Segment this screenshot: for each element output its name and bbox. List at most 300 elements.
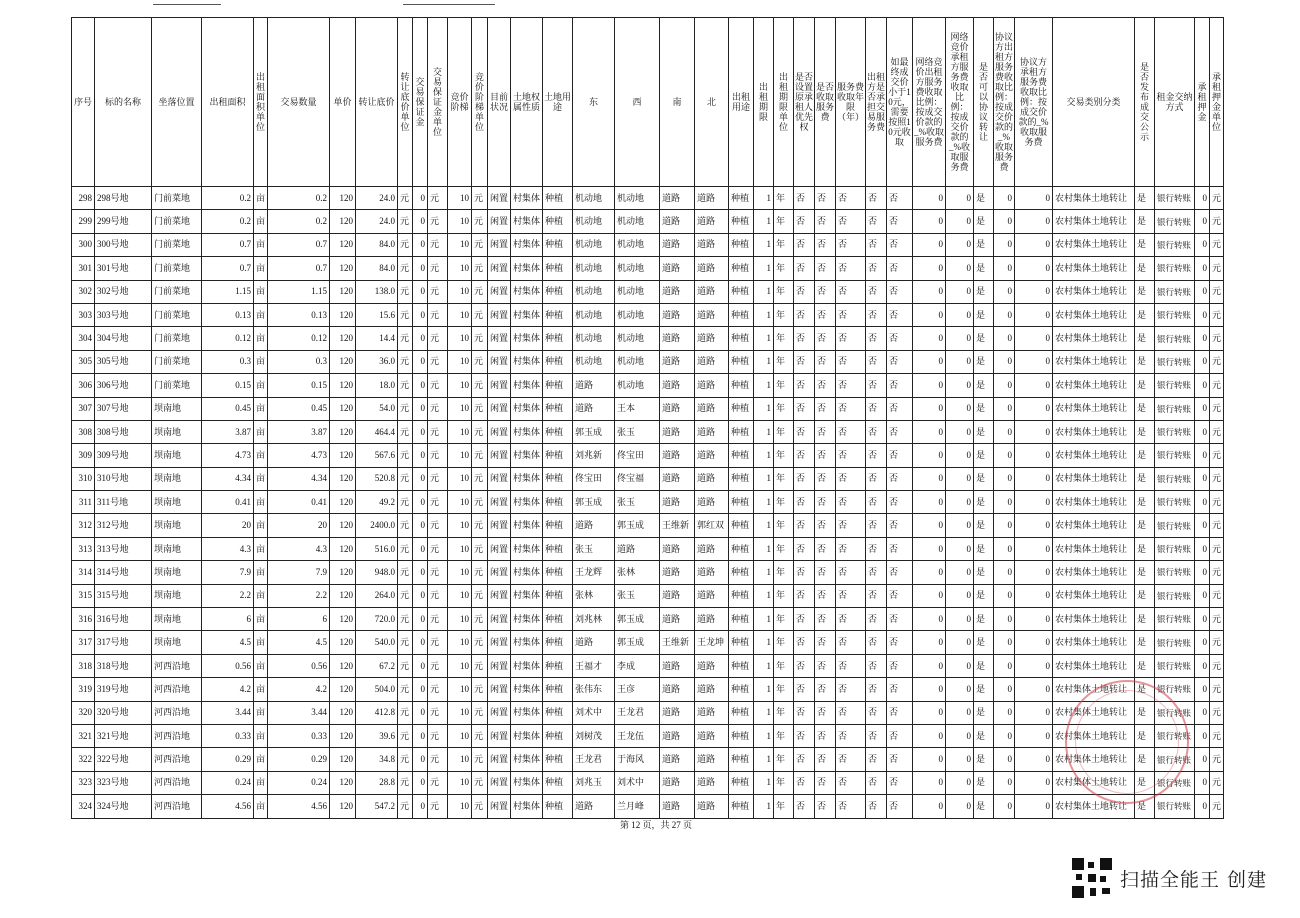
table-cell: 郭玉成 — [573, 491, 615, 514]
table-cell: 120 — [330, 374, 356, 397]
table-cell: 元 — [472, 771, 488, 794]
table-cell: 张玉 — [615, 420, 660, 443]
table-cell: 元 — [1210, 631, 1224, 654]
table-cell: 0 — [913, 795, 946, 818]
table-cell: 322 — [72, 748, 95, 771]
table-cell: 0 — [1195, 444, 1210, 467]
table-cell: 王龙伍 — [615, 724, 660, 747]
table-cell: 闲置 — [488, 444, 511, 467]
column-header: 是否可以协议转让 — [974, 18, 994, 187]
table-cell: 道路 — [660, 678, 695, 701]
table-cell: 元 — [398, 420, 413, 443]
table-cell: 种植 — [729, 795, 754, 818]
table-cell: 0 — [994, 701, 1015, 724]
table-cell: 元 — [398, 748, 413, 771]
table-cell: 1 — [754, 210, 774, 233]
table-cell: 720.0 — [356, 608, 398, 631]
column-header: 单价 — [330, 18, 356, 187]
table-cell: 0.33 — [268, 724, 330, 747]
table-cell: 种植 — [729, 561, 754, 584]
table-cell: 银行转账 — [1155, 210, 1195, 233]
table-cell: 120 — [330, 724, 356, 747]
table-row — [72, 467, 1224, 490]
table-cell: 0 — [913, 654, 946, 677]
table-cell: 机动地 — [573, 233, 615, 256]
table-cell: 304号地 — [95, 327, 152, 350]
table-cell: 种植 — [543, 654, 573, 677]
table-cell: 银行转账 — [1155, 397, 1195, 420]
table-cell: 3.44 — [202, 701, 254, 724]
table-cell: 否 — [866, 561, 887, 584]
table-cell: 元 — [472, 280, 488, 303]
table-cell: 否 — [815, 654, 836, 677]
table-cell: 10 — [448, 795, 472, 818]
table-cell: 村集体 — [511, 187, 543, 210]
table-cell: 0 — [1195, 537, 1210, 560]
table-cell: 464.4 — [356, 420, 398, 443]
table-cell: 否 — [866, 724, 887, 747]
scanner-watermark — [1072, 858, 1267, 898]
table-cell: 农村集体土地转让 — [1053, 397, 1135, 420]
table-cell: 0 — [1015, 631, 1053, 654]
table-cell: 1 — [754, 303, 774, 326]
table-cell: 0.2 — [202, 187, 254, 210]
table-cell: 0 — [913, 210, 946, 233]
table-cell: 河西沿地 — [152, 771, 202, 794]
table-cell: 道路 — [660, 327, 695, 350]
table-cell: 种植 — [729, 654, 754, 677]
table-cell: 323号地 — [95, 771, 152, 794]
table-cell: 年 — [774, 771, 794, 794]
table-cell: 否 — [866, 467, 887, 490]
table-cell: 闲置 — [488, 257, 511, 280]
table-cell: 闲置 — [488, 233, 511, 256]
table-cell: 元 — [428, 724, 448, 747]
column-header: 协议方出租方服务费收取比例：按成交价款的_%收取服务费 — [994, 18, 1015, 187]
table-cell: 309 — [72, 444, 95, 467]
table-cell: 67.2 — [356, 654, 398, 677]
table-cell: 0 — [1015, 467, 1053, 490]
table-cell: 0 — [946, 257, 974, 280]
table-cell: 机动地 — [573, 280, 615, 303]
table-cell: 道路 — [695, 584, 729, 607]
table-cell: 1 — [754, 771, 774, 794]
table-cell: 村集体 — [511, 210, 543, 233]
table-cell: 0 — [994, 420, 1015, 443]
table-cell: 是 — [1135, 374, 1155, 397]
table-cell: 540.0 — [356, 631, 398, 654]
table-cell: 0 — [1195, 397, 1210, 420]
table-cell: 0 — [946, 795, 974, 818]
table-cell: 元 — [428, 771, 448, 794]
table-cell: 320 — [72, 701, 95, 724]
table-cell: 否 — [836, 397, 866, 420]
table-row — [72, 187, 1224, 210]
table-cell: 0 — [946, 303, 974, 326]
table-cell: 元 — [398, 561, 413, 584]
table-cell: 否 — [815, 257, 836, 280]
table-cell: 银行转账 — [1155, 257, 1195, 280]
table-cell: 元 — [428, 467, 448, 490]
table-cell: 道路 — [615, 537, 660, 560]
table-cell: 是 — [1135, 233, 1155, 256]
table-cell: 否 — [836, 584, 866, 607]
table-cell: 机动地 — [573, 210, 615, 233]
table-cell: 39.6 — [356, 724, 398, 747]
table-cell: 门前菜地 — [152, 350, 202, 373]
table-cell: 元 — [398, 444, 413, 467]
table-cell: 0 — [994, 584, 1015, 607]
table-cell: 农村集体土地转让 — [1053, 631, 1135, 654]
table-cell: 门前菜地 — [152, 210, 202, 233]
table-cell: 0 — [1015, 374, 1053, 397]
table-cell: 农村集体土地转让 — [1053, 491, 1135, 514]
table-cell: 0 — [913, 631, 946, 654]
table-cell: 是 — [974, 233, 994, 256]
table-cell: 10 — [448, 187, 472, 210]
table-cell: 0 — [1195, 233, 1210, 256]
table-cell: 是 — [1135, 654, 1155, 677]
table-cell: 是 — [974, 280, 994, 303]
table-cell: 银行转账 — [1155, 724, 1195, 747]
table-row — [72, 374, 1224, 397]
table-cell: 6 — [202, 608, 254, 631]
table-cell: 36.0 — [356, 350, 398, 373]
table-cell: 10 — [448, 491, 472, 514]
table-cell: 种植 — [543, 748, 573, 771]
table-cell: 元 — [428, 701, 448, 724]
table-cell: 张玉 — [573, 537, 615, 560]
table-cell: 120 — [330, 280, 356, 303]
table-cell: 亩 — [254, 561, 268, 584]
table-cell: 元 — [472, 233, 488, 256]
table-cell: 317号地 — [95, 631, 152, 654]
table-cell: 0 — [413, 350, 428, 373]
table-cell: 元 — [1210, 654, 1224, 677]
table-cell: 闲置 — [488, 771, 511, 794]
table-cell: 道路 — [695, 537, 729, 560]
table-cell: 村集体 — [511, 444, 543, 467]
table-cell: 10 — [448, 374, 472, 397]
table-cell: 道路 — [660, 748, 695, 771]
table-cell: 年 — [774, 795, 794, 818]
table-cell: 元 — [472, 584, 488, 607]
table-cell: 道路 — [660, 187, 695, 210]
table-cell: 0 — [946, 467, 974, 490]
table-cell: 年 — [774, 233, 794, 256]
table-cell: 否 — [866, 233, 887, 256]
table-cell: 村集体 — [511, 280, 543, 303]
table-cell: 年 — [774, 444, 794, 467]
table-cell: 农村集体土地转让 — [1053, 210, 1135, 233]
table-cell: 元 — [1210, 444, 1224, 467]
table-cell: 306 — [72, 374, 95, 397]
table-cell: 闲置 — [488, 467, 511, 490]
table-cell: 元 — [398, 701, 413, 724]
table-cell: 村集体 — [511, 724, 543, 747]
table-cell: 0 — [1015, 257, 1053, 280]
table-cell: 否 — [836, 795, 866, 818]
table-cell: 年 — [774, 420, 794, 443]
table-cell: 0 — [1195, 257, 1210, 280]
table-cell: 是 — [1135, 444, 1155, 467]
table-cell: 农村集体土地转让 — [1053, 514, 1135, 537]
table-cell: 1 — [754, 748, 774, 771]
table-cell: 0 — [1195, 584, 1210, 607]
table-cell: 否 — [866, 187, 887, 210]
table-cell: 1 — [754, 537, 774, 560]
table-cell: 0 — [1015, 561, 1053, 584]
table-cell: 机动地 — [573, 327, 615, 350]
table-row — [72, 257, 1224, 280]
table-cell: 0 — [1015, 303, 1053, 326]
table-cell: 319号地 — [95, 678, 152, 701]
table-cell: 农村集体土地转让 — [1053, 280, 1135, 303]
table-cell: 否 — [815, 280, 836, 303]
table-cell: 种植 — [729, 233, 754, 256]
table-cell: 4.3 — [268, 537, 330, 560]
table-cell: 是 — [974, 795, 994, 818]
table-cell: 319 — [72, 678, 95, 701]
table-cell: 0 — [413, 608, 428, 631]
table-row — [72, 350, 1224, 373]
table-cell: 否 — [794, 491, 815, 514]
table-cell: 0 — [1195, 374, 1210, 397]
table-cell: 年 — [774, 561, 794, 584]
table-cell: 4.34 — [268, 467, 330, 490]
table-cell: 3.87 — [268, 420, 330, 443]
table-cell: 河西沿地 — [152, 724, 202, 747]
table-cell: 村集体 — [511, 701, 543, 724]
table-cell: 元 — [472, 187, 488, 210]
table-cell: 村集体 — [511, 678, 543, 701]
table-cell: 否 — [836, 350, 866, 373]
table-cell: 元 — [428, 491, 448, 514]
table-cell: 否 — [794, 397, 815, 420]
table-cell: 313号地 — [95, 537, 152, 560]
table-header — [72, 18, 1224, 187]
table-cell: 是 — [1135, 678, 1155, 701]
table-cell: 否 — [794, 187, 815, 210]
table-cell: 307号地 — [95, 397, 152, 420]
table-cell: 农村集体土地转让 — [1053, 420, 1135, 443]
table-cell: 504.0 — [356, 678, 398, 701]
table-cell: 10 — [448, 701, 472, 724]
table-cell: 亩 — [254, 678, 268, 701]
table-cell: 否 — [866, 795, 887, 818]
table-cell: 银行转账 — [1155, 561, 1195, 584]
table-cell: 948.0 — [356, 561, 398, 584]
table-cell: 元 — [398, 537, 413, 560]
table-cell: 10 — [448, 397, 472, 420]
table-cell: 门前菜地 — [152, 327, 202, 350]
table-cell: 道路 — [695, 327, 729, 350]
table-cell: 元 — [472, 397, 488, 420]
table-cell: 村集体 — [511, 654, 543, 677]
table-cell: 0 — [1015, 771, 1053, 794]
table-cell: 银行转账 — [1155, 608, 1195, 631]
table-cell: 元 — [428, 327, 448, 350]
table-cell: 道路 — [695, 608, 729, 631]
table-cell: 元 — [472, 654, 488, 677]
table-cell: 0 — [946, 397, 974, 420]
table-cell: 0.56 — [268, 654, 330, 677]
table-cell: 李成 — [615, 654, 660, 677]
table-cell: 道路 — [660, 561, 695, 584]
table-cell: 0 — [994, 210, 1015, 233]
table-cell: 120 — [330, 678, 356, 701]
table-cell: 309号地 — [95, 444, 152, 467]
table-cell: 否 — [815, 701, 836, 724]
table-cell: 河西沿地 — [152, 748, 202, 771]
table-cell: 1 — [754, 257, 774, 280]
column-header: 转让底价 — [356, 18, 398, 187]
table-cell: 1 — [754, 491, 774, 514]
table-cell: 120 — [330, 608, 356, 631]
table-cell: 元 — [398, 654, 413, 677]
table-cell: 道路 — [573, 631, 615, 654]
table-cell: 张伟东 — [573, 678, 615, 701]
table-cell: 机动地 — [615, 210, 660, 233]
table-cell: 道路 — [695, 654, 729, 677]
column-header: 西 — [615, 18, 660, 187]
table-cell: 否 — [794, 631, 815, 654]
table-cell: 是 — [1135, 608, 1155, 631]
table-cell: 否 — [794, 771, 815, 794]
table-cell: 元 — [428, 257, 448, 280]
table-cell: 村集体 — [511, 584, 543, 607]
table-cell: 农村集体土地转让 — [1053, 654, 1135, 677]
table-cell: 120 — [330, 771, 356, 794]
table-cell: 0 — [1195, 748, 1210, 771]
table-cell: 亩 — [254, 795, 268, 818]
table-cell: 元 — [472, 467, 488, 490]
table-cell: 0.45 — [268, 397, 330, 420]
table-cell: 547.2 — [356, 795, 398, 818]
table-cell: 闲置 — [488, 701, 511, 724]
table-cell: 311 — [72, 491, 95, 514]
table-cell: 郭玉成 — [573, 420, 615, 443]
table-cell: 4.34 — [202, 467, 254, 490]
table-row — [72, 724, 1224, 747]
table-cell: 闲置 — [488, 327, 511, 350]
table-cell: 否 — [866, 631, 887, 654]
table-cell: 是 — [974, 327, 994, 350]
table-cell: 道路 — [660, 280, 695, 303]
table-cell: 否 — [887, 631, 913, 654]
table-cell: 道路 — [695, 280, 729, 303]
table-cell: 元 — [472, 374, 488, 397]
table-cell: 张玉 — [615, 584, 660, 607]
column-header: 出租面积 — [202, 18, 254, 187]
table-cell: 元 — [428, 561, 448, 584]
table-cell: 种植 — [543, 514, 573, 537]
table-cell: 坝南地 — [152, 608, 202, 631]
table-cell: 村集体 — [511, 537, 543, 560]
table-cell: 0 — [994, 748, 1015, 771]
table-cell: 闲置 — [488, 724, 511, 747]
table-cell: 否 — [887, 537, 913, 560]
table-cell: 机动地 — [573, 187, 615, 210]
table-cell: 317 — [72, 631, 95, 654]
table-cell: 农村集体土地转让 — [1053, 678, 1135, 701]
table-cell: 闲置 — [488, 303, 511, 326]
table-cell: 否 — [887, 374, 913, 397]
table-cell: 否 — [887, 444, 913, 467]
qr-code-icon — [1072, 858, 1112, 898]
table-cell: 农村集体土地转让 — [1053, 795, 1135, 818]
table-cell: 0 — [946, 608, 974, 631]
table-cell: 元 — [472, 795, 488, 818]
table-cell: 0 — [1015, 701, 1053, 724]
table-cell: 亩 — [254, 303, 268, 326]
table-cell: 道路 — [660, 771, 695, 794]
table-cell: 年 — [774, 608, 794, 631]
table-cell: 年 — [774, 280, 794, 303]
table-cell: 是 — [974, 514, 994, 537]
table-cell: 1 — [754, 327, 774, 350]
table-cell: 0 — [994, 233, 1015, 256]
table-cell: 是 — [974, 444, 994, 467]
table-cell: 年 — [774, 397, 794, 420]
table-cell: 否 — [794, 537, 815, 560]
table-cell: 否 — [794, 350, 815, 373]
table-cell: 否 — [866, 678, 887, 701]
table-cell: 0 — [913, 724, 946, 747]
table-cell: 否 — [794, 795, 815, 818]
table-cell: 10 — [448, 303, 472, 326]
table-cell: 年 — [774, 257, 794, 280]
table-cell: 120 — [330, 444, 356, 467]
table-cell: 0.2 — [202, 210, 254, 233]
table-cell: 264.0 — [356, 584, 398, 607]
table-cell: 于海风 — [615, 748, 660, 771]
column-header: 网络竞价承租方服务费收取比例：按成交价款的_%收取服务费 — [946, 18, 974, 187]
table-cell: 302 — [72, 280, 95, 303]
table-cell: 是 — [974, 374, 994, 397]
table-cell: 郭红双 — [695, 514, 729, 537]
table-cell: 0 — [913, 374, 946, 397]
table-cell: 银行转账 — [1155, 327, 1195, 350]
column-header: 如最终成交价小于10元，需要按照10元收取 — [887, 18, 913, 187]
table-cell: 村集体 — [511, 350, 543, 373]
table-cell: 1 — [754, 724, 774, 747]
table-cell: 否 — [815, 187, 836, 210]
table-cell: 0 — [413, 303, 428, 326]
table-cell: 银行转账 — [1155, 678, 1195, 701]
table-row — [72, 303, 1224, 326]
table-cell: 0 — [946, 537, 974, 560]
table-row — [72, 491, 1224, 514]
table-cell: 元 — [472, 420, 488, 443]
column-header: 北 — [695, 18, 729, 187]
table-row — [72, 584, 1224, 607]
table-cell: 道路 — [695, 444, 729, 467]
table-cell: 机动地 — [573, 257, 615, 280]
table-cell: 种植 — [729, 303, 754, 326]
table-cell: 银行转账 — [1155, 187, 1195, 210]
table-cell: 元 — [472, 514, 488, 537]
table-cell: 否 — [836, 748, 866, 771]
table-cell: 1 — [754, 608, 774, 631]
table-cell: 10 — [448, 537, 472, 560]
table-cell: 种植 — [729, 397, 754, 420]
table-cell: 4.56 — [202, 795, 254, 818]
table-cell: 否 — [836, 631, 866, 654]
table-cell: 种植 — [729, 608, 754, 631]
table-cell: 闲置 — [488, 397, 511, 420]
table-cell: 否 — [866, 210, 887, 233]
